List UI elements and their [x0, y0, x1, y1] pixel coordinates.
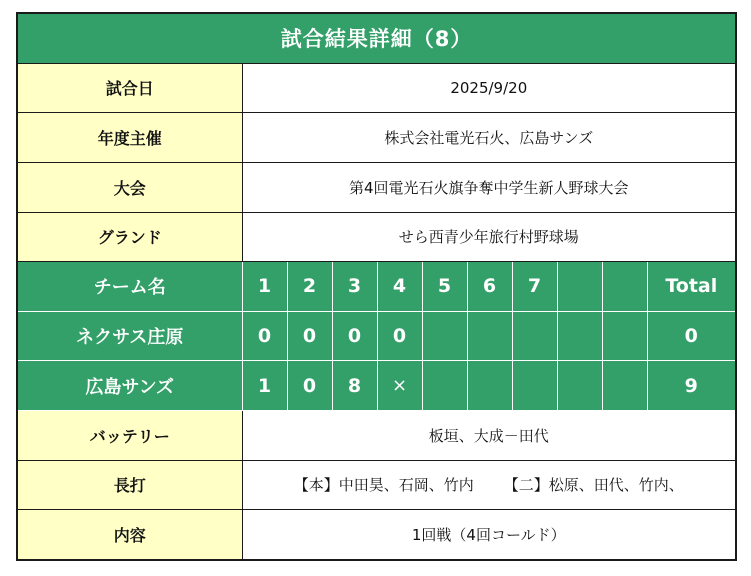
value-date: 2025/9/20	[242, 63, 736, 113]
header-inning-9	[602, 262, 647, 312]
inning-score	[422, 361, 467, 411]
value-hits	[242, 460, 736, 510]
inning-score	[557, 361, 602, 411]
inning-score: 8	[332, 361, 377, 411]
row-ground	[17, 212, 736, 262]
score-row-team-1	[17, 311, 736, 361]
inning-score: 1	[242, 361, 287, 411]
homerun-list: 【本】中田昊、石岡、竹内	[293, 476, 474, 495]
label-ground: グランド	[17, 212, 242, 262]
team-total: 9	[647, 361, 736, 411]
header-inning-3: 3	[332, 262, 377, 312]
scoreboard-header	[17, 262, 736, 312]
team-name: 広島サンズ	[17, 361, 242, 411]
row-battery	[17, 411, 736, 461]
inning-score: 0	[287, 311, 332, 361]
row-content	[17, 510, 736, 560]
inning-score	[467, 361, 512, 411]
inning-score: 0	[242, 311, 287, 361]
header-inning-2: 2	[287, 262, 332, 312]
inning-score	[422, 311, 467, 361]
header-inning-7: 7	[512, 262, 557, 312]
inning-score	[512, 361, 557, 411]
value-ground: せら西青少年旅行村野球場	[242, 212, 736, 262]
header-inning-6: 6	[467, 262, 512, 312]
header-inning-1: 1	[242, 262, 287, 312]
team-total: 0	[647, 311, 736, 361]
label-hits: 長打	[17, 460, 242, 510]
inning-score	[602, 311, 647, 361]
label-organizer: 年度主催	[17, 113, 242, 163]
double-list: 【二】松原、田代、竹内、	[503, 476, 684, 495]
inning-score	[512, 311, 557, 361]
row-hits	[17, 460, 736, 510]
header-total: Total	[647, 262, 736, 312]
inning-score: 0	[377, 311, 422, 361]
inning-score	[557, 311, 602, 361]
inning-score: ×	[377, 361, 422, 411]
row-tournament	[17, 162, 736, 212]
inning-score: 0	[332, 311, 377, 361]
row-date	[17, 63, 736, 113]
label-content: 内容	[17, 510, 242, 560]
header-team: チーム名	[17, 262, 242, 312]
team-name: ネクサス庄原	[17, 311, 242, 361]
header-inning-4: 4	[377, 262, 422, 312]
header-inning-8	[557, 262, 602, 312]
score-row-team-2	[17, 361, 736, 411]
header-inning-5: 5	[422, 262, 467, 312]
row-organizer	[17, 113, 736, 163]
label-date: 試合日	[17, 63, 242, 113]
label-tournament: 大会	[17, 162, 242, 212]
value-battery: 板垣、大成－田代	[242, 411, 736, 461]
label-battery: バッテリー	[17, 411, 242, 461]
inning-score	[467, 311, 512, 361]
value-organizer: 株式会社電光石火、広島サンズ	[242, 113, 736, 163]
value-content: 1回戦（4回コールド）	[242, 510, 736, 560]
value-tournament: 第4回電光石火旗争奪中学生新人野球大会	[242, 162, 736, 212]
inning-score	[602, 361, 647, 411]
game-result-table	[16, 12, 737, 561]
table-title: 試合結果詳細（8）	[17, 13, 736, 63]
inning-score: 0	[287, 361, 332, 411]
